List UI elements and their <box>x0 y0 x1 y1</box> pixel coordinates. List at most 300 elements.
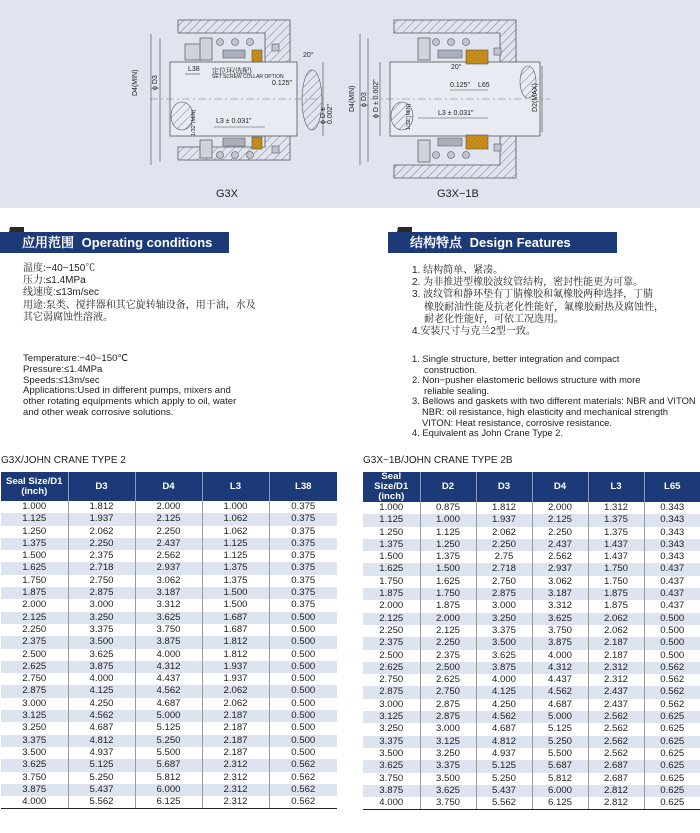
table-cell: 0.437 <box>644 600 700 612</box>
table-cell: 1.437 <box>588 551 644 563</box>
table-row <box>1 562 337 574</box>
table-cell: 4.312 <box>532 662 588 674</box>
table-cell: 0.500 <box>269 722 337 734</box>
table-cell: 3.375 <box>68 624 135 636</box>
table-row <box>363 637 700 649</box>
table-cell: 2.875 <box>68 587 135 599</box>
table-cell: 2.812 <box>588 797 644 810</box>
table-cell: 5.812 <box>135 772 202 784</box>
table-cell: 1.062 <box>202 513 269 525</box>
table-cell: 2.875 <box>476 588 532 600</box>
table-cell: 5.125 <box>476 760 532 772</box>
table-cell: 3.500 <box>68 636 135 648</box>
table-row <box>1 599 337 611</box>
table-cell: 2.750 <box>68 575 135 587</box>
table-cell: 1.625 <box>1 562 68 574</box>
table-cell: 0.625 <box>644 736 700 748</box>
table-row <box>1 538 337 550</box>
table-row <box>363 613 700 625</box>
diagram-g3x-1b <box>350 0 700 208</box>
table-cell: 3.062 <box>532 576 588 588</box>
table-cell: 2.625 <box>1 661 68 673</box>
table-cell: 2.250 <box>135 526 202 538</box>
table-cell: 1.062 <box>202 526 269 538</box>
table-cell: 5.437 <box>476 785 532 797</box>
table-cell: 3.750 <box>135 624 202 636</box>
table-row <box>1 698 337 710</box>
table-cell: 2.250 <box>420 637 476 649</box>
table-cell: 1.375 <box>363 539 420 551</box>
table-cell: 1.000 <box>420 514 476 526</box>
table-cell: 1.750 <box>363 576 420 588</box>
table-row <box>363 662 700 674</box>
table-cell: 4.000 <box>68 673 135 685</box>
g3x-1b-gap-label: 0.125" <box>450 82 471 89</box>
table-cell: 0.343 <box>644 539 700 551</box>
table-cell: 4.812 <box>476 736 532 748</box>
table-row <box>363 588 700 600</box>
design-cn-line: 3. 波纹管和静环垫有丁腈橡胶和氟橡胶两种选择，丁腈 <box>412 289 654 301</box>
table-row <box>1 784 337 796</box>
table-row <box>1 772 337 784</box>
g3x-drawing <box>0 0 350 208</box>
table-cell: 3.375 <box>420 760 476 772</box>
table-cell: 2.187 <box>202 735 269 747</box>
table-cell: 1.687 <box>202 624 269 636</box>
seal-face-bottom <box>252 137 262 149</box>
operating-en-line: Temperature:−40~150℃ <box>23 353 129 364</box>
table-cell: 2.687 <box>588 760 644 772</box>
table-row <box>1 501 337 513</box>
operating-title-en: Operating conditions <box>81 235 213 250</box>
table-cell: 0.625 <box>644 785 700 797</box>
table-cell: 4.562 <box>68 710 135 722</box>
table-cell: 1.937 <box>202 673 269 685</box>
table-cell: 2.750 <box>1 673 68 685</box>
table-cell: 2.937 <box>135 562 202 574</box>
table-cell: 2.062 <box>68 526 135 538</box>
design-features-header <box>388 232 617 253</box>
table-cell: 0.500 <box>644 625 700 637</box>
table-cell: 2.062 <box>476 527 532 539</box>
table-cell: 1.125 <box>202 550 269 562</box>
g3x-title: G3X <box>216 188 239 200</box>
column-header: D3 <box>68 472 135 501</box>
table-row <box>363 563 700 575</box>
table-row <box>1 550 337 562</box>
table1-title: G3X/JOHN CRANE TYPE 2 <box>1 455 126 466</box>
table-cell: 1.375 <box>202 562 269 574</box>
table-cell: 2.250 <box>1 624 68 636</box>
table-cell: 1.875 <box>420 600 476 612</box>
table-row <box>1 796 337 809</box>
table-cell: 0.375 <box>269 501 337 513</box>
design-cn-line: 2. 为非推进型橡胶波纹管结构，密封性能更为可靠。 <box>412 277 644 289</box>
table-cell: 3.875 <box>532 637 588 649</box>
table-cell: 2.562 <box>588 748 644 760</box>
table-cell: 1.625 <box>363 563 420 575</box>
table-cell: 1.125 <box>202 538 269 550</box>
operating-cn-line: 压力:≤1.4MPa <box>23 275 86 287</box>
table-cell: 2.000 <box>420 613 476 625</box>
operating-en-line: and other weak corrosive solutions. <box>23 406 174 418</box>
table-cell: 0.500 <box>269 612 337 624</box>
table-cell: 0.562 <box>269 796 337 809</box>
design-en-line: construction. <box>424 363 478 375</box>
design-cn-line: 橡胶耐油性能及抗老化性能好，氟橡胶耐热及腐蚀性， <box>424 301 664 313</box>
table-cell: 2.312 <box>588 674 644 686</box>
table-cell: 2.500 <box>363 650 420 662</box>
design-cn-line: 4.安装尺寸与克兰2型一致。 <box>412 326 536 338</box>
table-cell: 2.250 <box>476 539 532 551</box>
table-cell: 2.062 <box>202 685 269 697</box>
table-cell: 1.937 <box>476 514 532 526</box>
table-cell: 2.687 <box>588 773 644 785</box>
table-cell: 0.500 <box>269 624 337 636</box>
table-cell: 1.375 <box>420 551 476 563</box>
table-cell: 1.812 <box>202 636 269 648</box>
column-header: D4 <box>135 472 202 501</box>
table-cell: 4.937 <box>476 748 532 760</box>
table-cell: 0.625 <box>644 711 700 723</box>
table-row <box>1 685 337 697</box>
table-row <box>363 711 700 723</box>
table-cell: 3.625 <box>532 613 588 625</box>
table-cell: 1.875 <box>588 588 644 600</box>
operating-cn-line: 用途:泵类、搅拌器和其它旋转轴设备，用于油，水及 <box>23 299 256 311</box>
table-cell: 2.375 <box>420 650 476 662</box>
table-cell: 1.375 <box>1 538 68 550</box>
table-cell: 3.875 <box>363 785 420 797</box>
table-cell: 2.75 <box>476 551 532 563</box>
table-cell: 0.375 <box>269 513 337 525</box>
table-cell: 1.812 <box>68 501 135 513</box>
g3x-collar-en-label: SET SCREW COLLAR OPTION <box>212 74 284 80</box>
table-cell: 5.500 <box>532 748 588 760</box>
table-cell: 3.750 <box>532 625 588 637</box>
table-cell: 3.187 <box>135 587 202 599</box>
table-cell: 3.625 <box>420 785 476 797</box>
table-cell: 0.375 <box>269 550 337 562</box>
table-cell: 2.250 <box>68 538 135 550</box>
table-row <box>1 624 337 636</box>
g3x-1b-min-label: 1/32"(MIN) <box>406 103 412 130</box>
table-cell: 3.000 <box>68 599 135 611</box>
table-cell: 5.250 <box>135 735 202 747</box>
table-cell: 4.687 <box>135 698 202 710</box>
table-cell: 4.562 <box>532 686 588 698</box>
design-en-text <box>412 354 696 439</box>
table-cell: 1.500 <box>420 563 476 575</box>
table-cell: 3.625 <box>363 760 420 772</box>
table-cell: 2.312 <box>202 784 269 796</box>
table-cell: 0.500 <box>269 698 337 710</box>
table-cell: 0.437 <box>644 576 700 588</box>
table-row <box>363 650 700 662</box>
g3x-1b-angle-label: 20° <box>451 64 462 71</box>
table-cell: 2.000 <box>363 600 420 612</box>
g3x-1b-drawing <box>350 0 700 208</box>
table-cell: 5.812 <box>532 773 588 785</box>
table-cell: 1.687 <box>202 612 269 624</box>
table-cell: 1.750 <box>420 588 476 600</box>
operating-title-cn: 应用范围 <box>22 235 75 250</box>
table2-g3x-1b <box>363 472 700 810</box>
table-cell: 3.750 <box>363 773 420 785</box>
table-cell: 3.000 <box>420 723 476 735</box>
table-cell: 0.375 <box>269 526 337 538</box>
table-row <box>363 736 700 748</box>
table-cell: 0.562 <box>644 686 700 698</box>
table-cell: 0.625 <box>644 748 700 760</box>
table-row <box>363 576 700 588</box>
table-cell: 1.437 <box>588 539 644 551</box>
table-cell: 3.125 <box>1 710 68 722</box>
table-cell: 3.125 <box>363 711 420 723</box>
column-header: Seal Size/D1 (inch) <box>1 472 68 501</box>
table-cell: 6.125 <box>135 796 202 809</box>
table-cell: 4.250 <box>68 698 135 710</box>
header-tab-decoration <box>388 227 412 232</box>
g3x-min-label: 1/32"(MIN) <box>191 109 197 136</box>
design-title-en: Design Features <box>469 235 571 250</box>
table-row <box>1 673 337 685</box>
design-en-line: 1. Single structure, better integration and compact <box>412 353 620 364</box>
table-cell: 1.250 <box>420 539 476 551</box>
table-cell: 2.812 <box>588 785 644 797</box>
table-cell: 3.875 <box>68 661 135 673</box>
table-cell: 5.125 <box>532 723 588 735</box>
table-cell: 4.312 <box>135 661 202 673</box>
table-row <box>1 722 337 734</box>
table-cell: 4.000 <box>1 796 68 809</box>
table-cell: 2.750 <box>420 686 476 698</box>
column-header: L3 <box>588 472 644 502</box>
table-row <box>363 748 700 760</box>
table-cell: 4.000 <box>363 797 420 810</box>
operating-cn-line: 线速度:≤13m/sec <box>23 287 100 299</box>
column-header: D3 <box>476 472 532 502</box>
column-header: L3 <box>202 472 269 501</box>
table-cell: 0.500 <box>644 650 700 662</box>
g3x-l38-label: L38 <box>188 66 200 73</box>
g3x-l3-label: L3 ± 0.031" <box>216 118 252 125</box>
table-cell: 1.312 <box>588 502 644 514</box>
table-cell: 6.000 <box>135 784 202 796</box>
table-row <box>363 551 700 563</box>
table-cell: 1.812 <box>202 649 269 661</box>
table-cell: 2.187 <box>588 650 644 662</box>
g3x-collar-cn-label: 定位环(选配) <box>212 68 252 75</box>
table-cell: 5.687 <box>135 759 202 771</box>
table-row <box>1 612 337 624</box>
operating-cn-text <box>23 263 256 324</box>
table-cell: 0.500 <box>269 661 337 673</box>
table-row <box>363 527 700 539</box>
table-cell: 0.500 <box>269 649 337 661</box>
table-cell: 3.250 <box>68 612 135 624</box>
table-cell: 6.000 <box>532 785 588 797</box>
table-row <box>363 502 700 514</box>
table-cell: 3.500 <box>420 773 476 785</box>
table-cell: 0.375 <box>269 562 337 574</box>
table-cell: 1.937 <box>202 661 269 673</box>
table-cell: 2.125 <box>135 513 202 525</box>
table-cell: 5.125 <box>135 722 202 734</box>
table-cell: 4.937 <box>68 747 135 759</box>
g3x-1b-d3-label: ϕ D3 <box>361 92 368 107</box>
table-cell: 3.500 <box>1 747 68 759</box>
g3x-1b-l3-label: L3 ± 0.031" <box>438 110 474 117</box>
table-cell: 1.875 <box>1 587 68 599</box>
table-cell: 2.062 <box>202 698 269 710</box>
g3x-angle-label: 20° <box>303 52 314 59</box>
table-cell: 1.125 <box>420 527 476 539</box>
table-row <box>363 686 700 698</box>
table-cell: 2.187 <box>202 710 269 722</box>
table-cell: 1.750 <box>1 575 68 587</box>
table-cell: 2.250 <box>532 527 588 539</box>
table-cell: 5.437 <box>68 784 135 796</box>
table-cell: 0.562 <box>644 662 700 674</box>
g3x-1b-d2-label: D2(MAX) <box>532 83 539 112</box>
table-cell: 2.500 <box>1 649 68 661</box>
table-cell: 2.937 <box>532 563 588 575</box>
table-cell: 1.000 <box>363 502 420 514</box>
column-header: D4 <box>532 472 588 502</box>
table-cell: 3.625 <box>1 759 68 771</box>
table-cell: 2.312 <box>202 759 269 771</box>
table-cell: 2.562 <box>135 550 202 562</box>
table-cell: 4.812 <box>68 735 135 747</box>
seal-face-top <box>252 50 262 62</box>
table-cell: 0.343 <box>644 551 700 563</box>
table-cell: 0.500 <box>269 735 337 747</box>
table-cell: 0.875 <box>420 502 476 514</box>
design-cn-text <box>412 265 664 338</box>
operating-cn-line: 其它弱腐蚀性溶液。 <box>23 311 113 323</box>
table-cell: 0.562 <box>644 674 700 686</box>
column-header: L65 <box>644 472 700 502</box>
table-cell: 0.562 <box>269 772 337 784</box>
table-cell: 2.562 <box>532 551 588 563</box>
table-cell: 2.437 <box>532 539 588 551</box>
table-cell: 3.875 <box>476 662 532 674</box>
table-cell: 1.750 <box>588 576 644 588</box>
table-cell: 0.375 <box>269 575 337 587</box>
table-cell: 4.562 <box>135 685 202 697</box>
table-row <box>363 797 700 810</box>
table-cell: 4.000 <box>476 674 532 686</box>
table-cell: 2.875 <box>420 711 476 723</box>
table-cell: 5.562 <box>68 796 135 809</box>
table1-g3x <box>1 472 337 809</box>
table-cell: 5.250 <box>476 773 532 785</box>
table-cell: 2.437 <box>588 699 644 711</box>
table-cell: 1.000 <box>1 501 68 513</box>
table-cell: 1.625 <box>420 576 476 588</box>
table-cell: 2.250 <box>363 625 420 637</box>
table-row <box>363 785 700 797</box>
table-cell: 6.125 <box>532 797 588 810</box>
table-cell: 1.500 <box>202 599 269 611</box>
table-cell: 3.750 <box>1 772 68 784</box>
table-cell: 4.687 <box>532 699 588 711</box>
table-cell: 4.250 <box>476 699 532 711</box>
table-cell: 4.437 <box>135 673 202 685</box>
operating-conditions-header <box>0 232 229 253</box>
table-cell: 2.000 <box>532 502 588 514</box>
table-cell: 3.375 <box>1 735 68 747</box>
table-cell: 2.750 <box>476 576 532 588</box>
table-cell: 0.500 <box>269 685 337 697</box>
table-cell: 0.625 <box>644 760 700 772</box>
table-cell: 4.437 <box>532 674 588 686</box>
table-cell: 2.000 <box>1 599 68 611</box>
table-row <box>1 710 337 722</box>
table-cell: 2.562 <box>588 736 644 748</box>
table-cell: 3.625 <box>476 650 532 662</box>
operating-en-line: Pressure:≤1.4MPa <box>23 363 103 375</box>
table-cell: 5.562 <box>476 797 532 810</box>
table-cell: 3.750 <box>420 797 476 810</box>
table-row <box>1 759 337 771</box>
table-cell: 3.250 <box>1 722 68 734</box>
table-cell: 2.000 <box>135 501 202 513</box>
table-cell: 3.875 <box>1 784 68 796</box>
table-cell: 4.687 <box>476 723 532 735</box>
table-row <box>363 539 700 551</box>
table-cell: 2.187 <box>202 722 269 734</box>
table-cell: 1.500 <box>202 587 269 599</box>
table-row <box>363 773 700 785</box>
design-en-line: reliable sealing. <box>424 384 490 396</box>
table-cell: 3.125 <box>420 736 476 748</box>
table-cell: 5.000 <box>135 710 202 722</box>
g3x-1b-title: G3X−1B <box>437 188 479 200</box>
operating-en-line: other rotating equipments which apply to oil, water <box>23 396 237 408</box>
table-cell: 2.187 <box>588 637 644 649</box>
g3x-1b-d4-label: D4(MIN) <box>349 85 356 112</box>
table-cell: 1.125 <box>1 513 68 525</box>
table-cell: 0.500 <box>644 637 700 649</box>
table-cell: 0.343 <box>644 502 700 514</box>
table-cell: 3.500 <box>476 637 532 649</box>
table-cell: 2.875 <box>1 685 68 697</box>
table-cell: 0.343 <box>644 514 700 526</box>
table-cell: 0.562 <box>644 699 700 711</box>
table-cell: 2.875 <box>420 699 476 711</box>
table-cell: 2.437 <box>135 538 202 550</box>
table-cell: 1.812 <box>476 502 532 514</box>
table-row <box>1 513 337 525</box>
table-cell: 3.375 <box>363 736 420 748</box>
table-cell: 1.875 <box>588 600 644 612</box>
table-cell: 3.187 <box>532 588 588 600</box>
table-cell: 5.125 <box>68 759 135 771</box>
table-cell: 0.500 <box>269 673 337 685</box>
table-cell: 0.375 <box>269 587 337 599</box>
table-cell: 1.125 <box>363 514 420 526</box>
table-cell: 0.375 <box>269 599 337 611</box>
operating-en-line: Speeds:≤13m/sec <box>23 374 100 386</box>
table-row <box>1 747 337 759</box>
table-cell: 3.312 <box>532 600 588 612</box>
table-cell: 0.343 <box>644 527 700 539</box>
table-cell: 4.562 <box>476 711 532 723</box>
column-header: Seal Size/D1 (inch) <box>363 472 420 502</box>
table-cell: 2.187 <box>202 747 269 759</box>
